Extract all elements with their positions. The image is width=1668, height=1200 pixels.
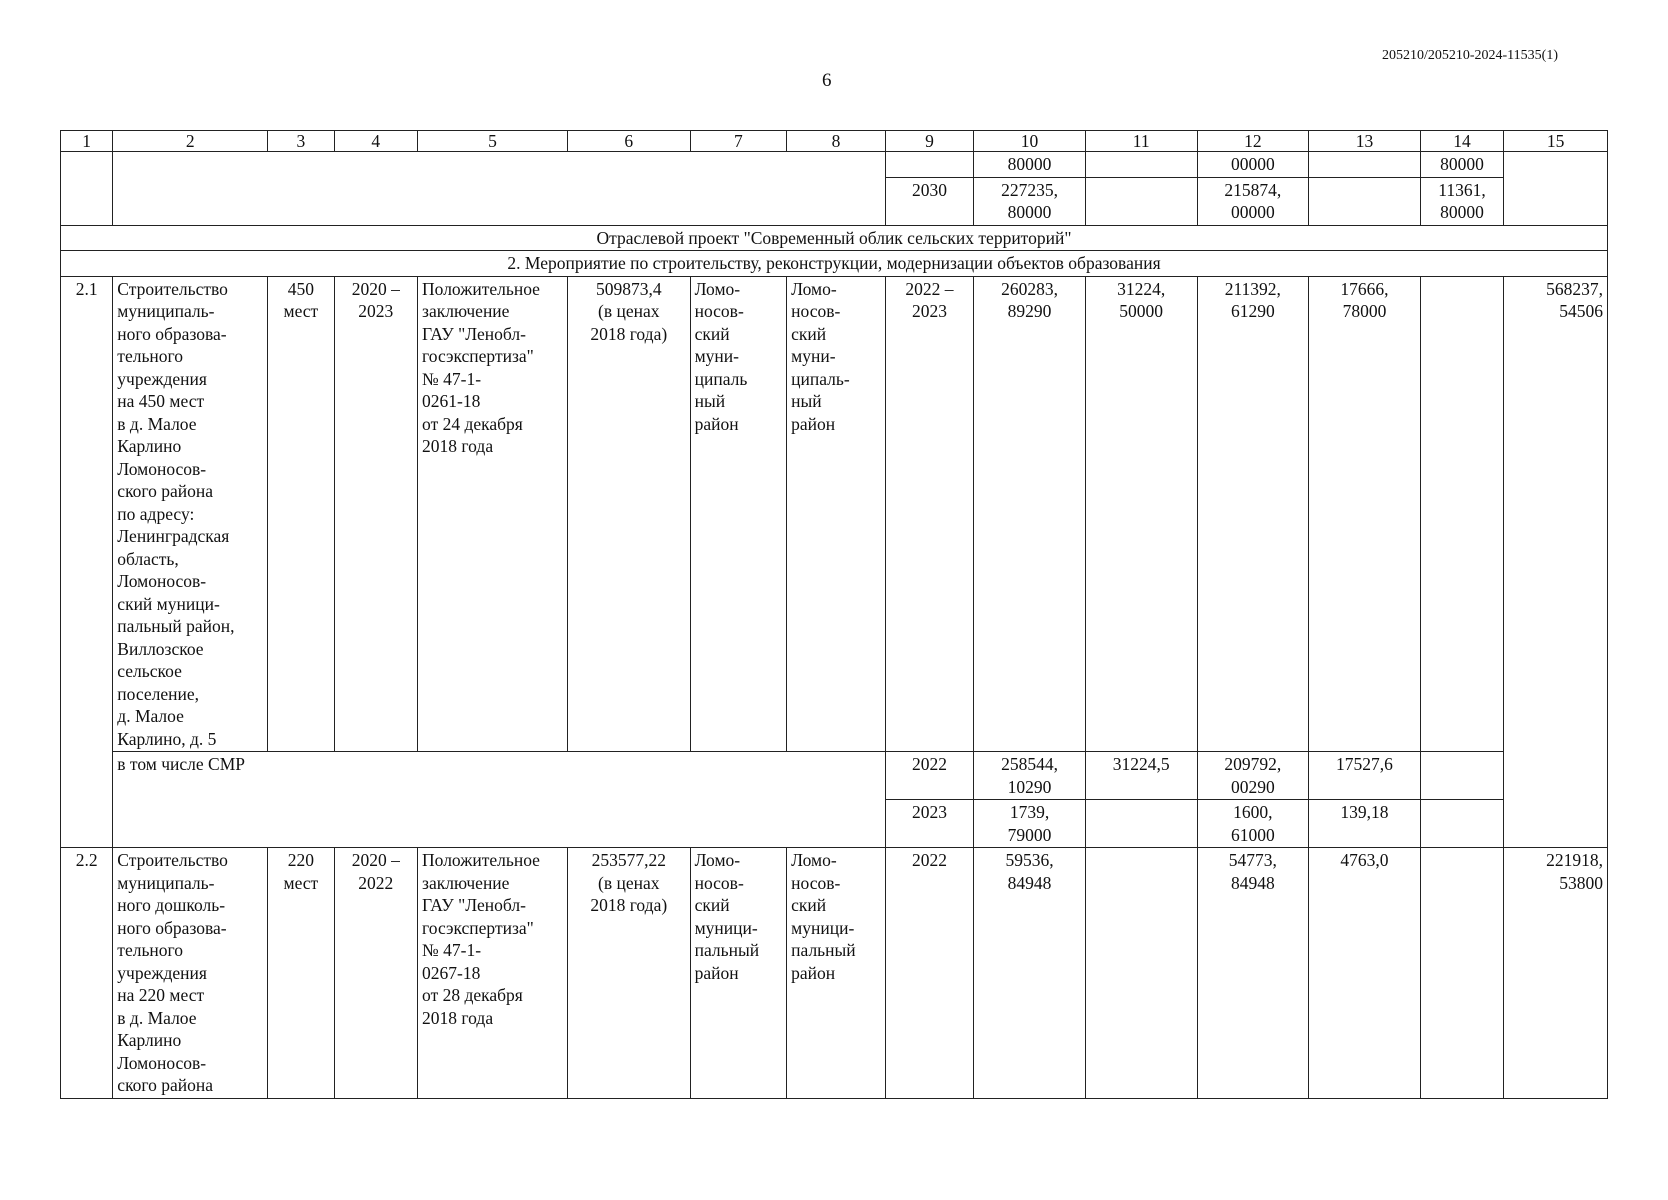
col-num-13: 13 xyxy=(1309,131,1421,152)
col-num-11: 11 xyxy=(1085,131,1197,152)
smr-2022-year: 2022 xyxy=(885,752,974,800)
col-num-4: 4 xyxy=(334,131,417,152)
cont2-col11 xyxy=(1085,177,1197,225)
page-number: 6 xyxy=(822,70,832,91)
smr-2023-col11 xyxy=(1085,800,1197,848)
row22-conclusion: Положительное заключение ГАУ "Ленобл- госэкспертиза" № 47-1- 0267-18 от 28 декабря 2018 года xyxy=(418,848,568,1099)
measure-heading-row xyxy=(61,251,1608,277)
col-num-9: 9 xyxy=(885,131,974,152)
row22-cost: 253577,22 (в ценах 2018 года) xyxy=(567,848,690,1099)
row22-owner: Ломо- носов- ский муници- пальный район xyxy=(787,848,886,1099)
row22-col11 xyxy=(1085,848,1197,1099)
col-num-7: 7 xyxy=(690,131,787,152)
col-num-3: 3 xyxy=(268,131,334,152)
cont-col15 xyxy=(1504,152,1608,226)
cont1-col13 xyxy=(1309,152,1421,178)
smr-2023-col10: 1739, 79000 xyxy=(974,800,1086,848)
project-heading-row xyxy=(61,225,1608,251)
row22-years: 2022 xyxy=(885,848,974,1099)
smr-2022-col12: 209792, 00290 xyxy=(1197,752,1309,800)
row21-name: Строительство муниципаль- ного образова- тельного учреждения на 450 мест в д. Малое Карлино Ломоносов- ского района по адресу: Ленинградская область, Ломоносов- ский муници- пальный район, Виллозское сельское поселение, д. Малое Карлино, д. 5 xyxy=(113,276,268,752)
smr-2022-col11: 31224,5 xyxy=(1085,752,1197,800)
project-title: Отраслевой проект "Современный облик сельских территорий" xyxy=(61,225,1608,251)
smr-2023-year: 2023 xyxy=(885,800,974,848)
cont1-col11 xyxy=(1085,152,1197,178)
row21-col13: 17666, 78000 xyxy=(1309,276,1421,752)
row21-cost: 509873,4 (в ценах 2018 года) xyxy=(567,276,690,752)
col-num-14: 14 xyxy=(1420,131,1503,152)
row22-period: 2020 – 2022 xyxy=(334,848,417,1099)
cont-blank-2-8 xyxy=(113,152,885,226)
row22-col13: 4763,0 xyxy=(1309,848,1421,1099)
cont1-col10: 80000 xyxy=(974,152,1086,178)
row22-col15: 221918, 53800 xyxy=(1504,848,1608,1099)
row22-name: Строительство муниципаль- ного дошколь- ного образова- тельного учреждения на 220 мест в д. Малое Карлино Ломоносов- ского района xyxy=(113,848,268,1099)
smr-2022-col13: 17527,6 xyxy=(1309,752,1421,800)
cont2-col13 xyxy=(1309,177,1421,225)
row22-col12: 54773, 84948 xyxy=(1197,848,1309,1099)
document-id: 205210/205210-2024-11535(1) xyxy=(1381,48,1558,63)
col-num-8: 8 xyxy=(787,131,886,152)
row22-number: 2.2 xyxy=(61,848,113,1099)
col-num-12: 12 xyxy=(1197,131,1309,152)
row22-col10: 59536, 84948 xyxy=(974,848,1086,1099)
row21-col12: 211392, 61290 xyxy=(1197,276,1309,752)
cont2-col10: 227235, 80000 xyxy=(974,177,1086,225)
smr-2023-col14 xyxy=(1420,800,1503,848)
budget-table xyxy=(60,130,1608,1099)
cont1-col12: 00000 xyxy=(1197,152,1309,178)
col-num-6: 6 xyxy=(567,131,690,152)
row21-owner: Ломо- носов- ский муни- ципаль- ный район xyxy=(787,276,886,752)
row21-years: 2022 – 2023 xyxy=(885,276,974,752)
cont2-year: 2030 xyxy=(885,177,974,225)
measure-title: 2. Мероприятие по строительству, реконструкции, модернизации объектов образования xyxy=(61,251,1608,277)
table-row-2-1 xyxy=(61,276,1608,752)
row21-col11: 31224, 50000 xyxy=(1085,276,1197,752)
row22-col14 xyxy=(1420,848,1503,1099)
row21-period: 2020 – 2023 xyxy=(334,276,417,752)
continuation-row-1 xyxy=(61,152,1608,178)
row21-customer: Ломо- носов- ский муни- ципаль ный район xyxy=(690,276,787,752)
row22-customer: Ломо- носов- ский муници- пальный район xyxy=(690,848,787,1099)
smr-row-2022 xyxy=(61,752,1608,800)
smr-label: в том числе СМР xyxy=(113,752,885,848)
cont2-col12: 215874, 00000 xyxy=(1197,177,1309,225)
table-row-2-2 xyxy=(61,848,1608,1099)
row21-number: 2.1 xyxy=(61,276,113,848)
col-num-5: 5 xyxy=(418,131,568,152)
smr-2022-col10: 258544, 10290 xyxy=(974,752,1086,800)
cont2-col14: 11361, 80000 xyxy=(1420,177,1503,225)
smr-2023-col12: 1600, 61000 xyxy=(1197,800,1309,848)
row21-conclusion: Положительное заключение ГАУ "Ленобл- госэкспертиза" № 47-1- 0261-18 от 24 декабря 2018 года xyxy=(418,276,568,752)
cont-blank-1 xyxy=(61,152,113,226)
col-num-2: 2 xyxy=(113,131,268,152)
row21-capacity: 450 мест xyxy=(268,276,334,752)
smr-2022-col14 xyxy=(1420,752,1503,800)
cont1-col14: 80000 xyxy=(1420,152,1503,178)
col-num-10: 10 xyxy=(974,131,1086,152)
row22-capacity: 220 мест xyxy=(268,848,334,1099)
col-num-15: 15 xyxy=(1504,131,1608,152)
column-number-row xyxy=(61,131,1608,152)
row21-col10: 260283, 89290 xyxy=(974,276,1086,752)
col-num-1: 1 xyxy=(61,131,113,152)
cont-year-blank xyxy=(885,152,974,178)
row21-col14 xyxy=(1420,276,1503,752)
row21-col15: 568237, 54506 xyxy=(1504,276,1608,848)
smr-2023-col13: 139,18 xyxy=(1309,800,1421,848)
